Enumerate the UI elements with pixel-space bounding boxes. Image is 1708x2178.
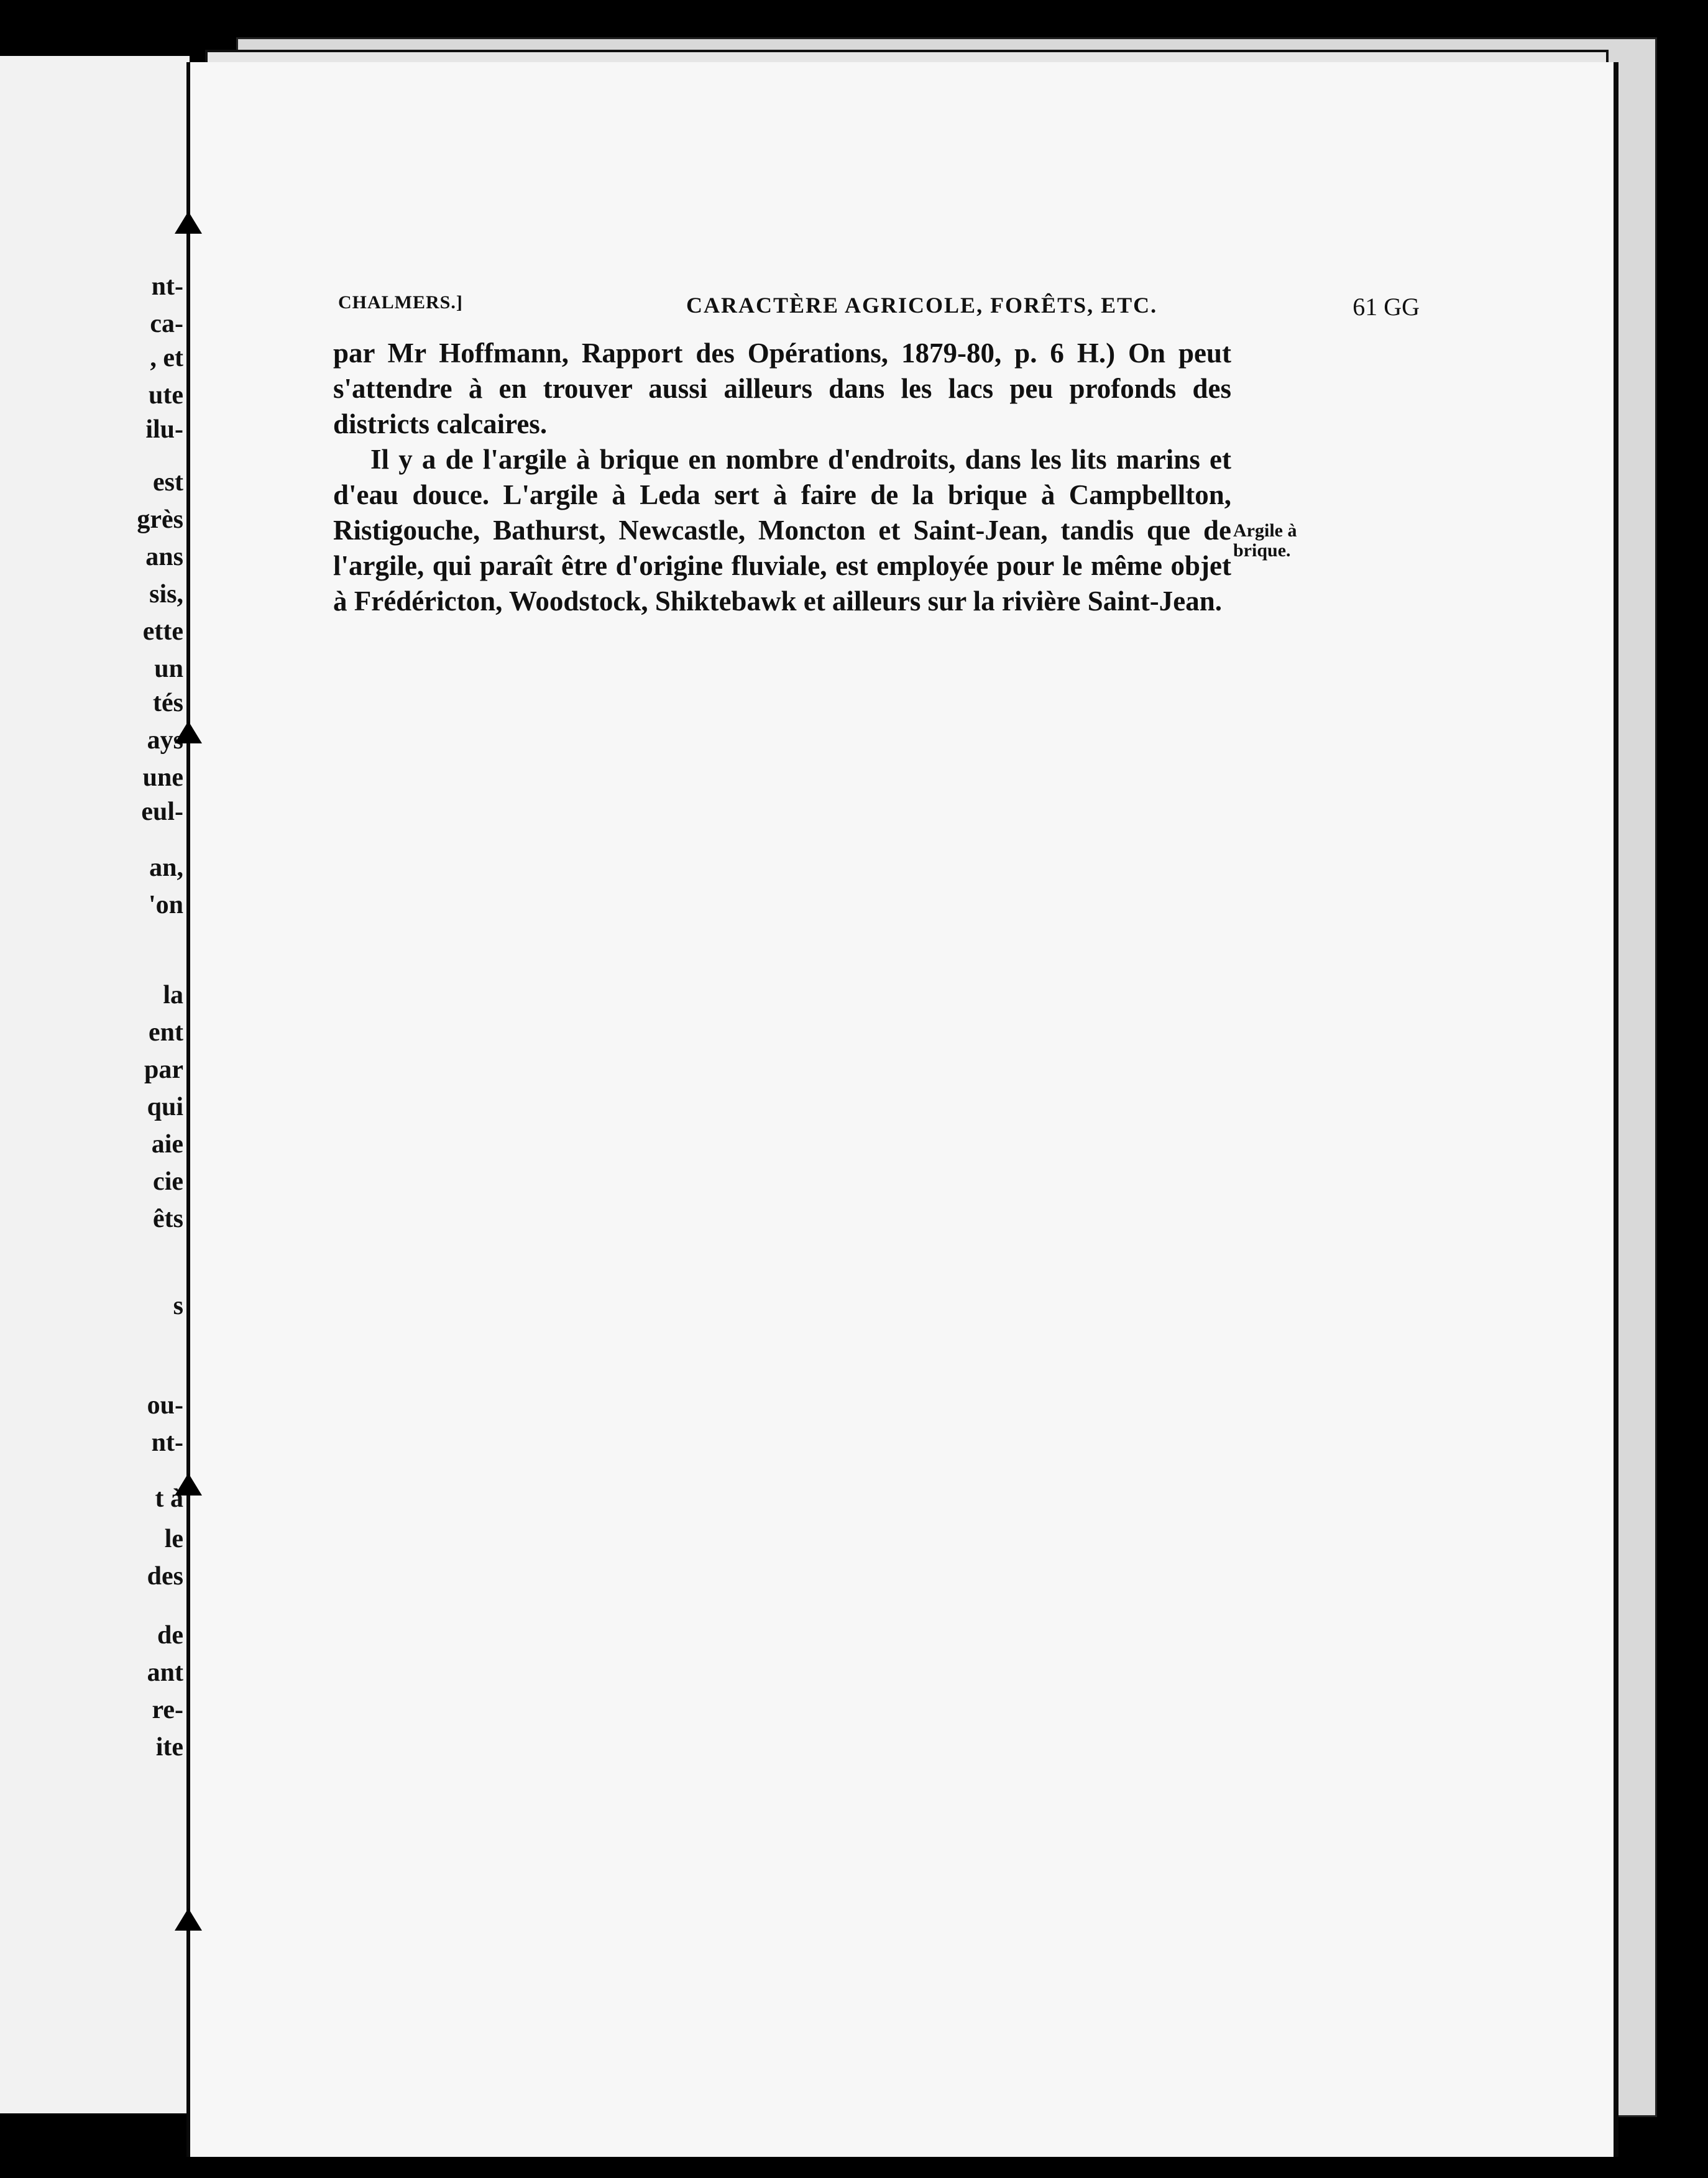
facing-page-fragment: ays	[147, 726, 183, 755]
margin-note	[1233, 521, 1297, 561]
facing-page-fragment: ite	[155, 1733, 183, 1762]
margin-note-line-2: brique.	[1233, 540, 1291, 561]
facing-page-fragment: la	[163, 981, 183, 1009]
facing-page-fragment: ent	[149, 1018, 183, 1047]
facing-page-fragment: qui	[147, 1093, 183, 1121]
margin-note-line-1: Argile à	[1233, 520, 1297, 541]
binding-mark-icon	[175, 211, 202, 234]
facing-page-fragment: sis,	[149, 580, 183, 609]
running-head-title: CARACTÈRE AGRICOLE, FORÊTS, ETC.	[686, 293, 1158, 318]
facing-page-fragment: est	[153, 468, 183, 497]
facing-page-fragment: s	[173, 1292, 183, 1320]
facing-page-fragment: aie	[151, 1130, 183, 1159]
facing-page-edge	[0, 56, 190, 2113]
body-text	[333, 336, 1231, 619]
facing-page-fragment: ant	[147, 1658, 183, 1687]
running-head-author: CHALMERS.]	[338, 292, 463, 313]
facing-page-fragment: un	[154, 655, 183, 683]
page-number: 61 GG	[1352, 293, 1420, 321]
facing-page-fragment: nt-	[151, 272, 183, 301]
facing-page-fragment: tés	[153, 689, 183, 717]
facing-page-fragment: des	[147, 1562, 183, 1591]
facing-page-fragment: ou-	[147, 1391, 183, 1420]
facing-page-fragment: ca-	[150, 310, 183, 338]
facing-page-fragment: 'on	[148, 891, 183, 919]
facing-page-fragment: le	[164, 1525, 183, 1553]
facing-page-fragment: an,	[149, 853, 183, 882]
facing-page-fragment: ilu-	[145, 415, 183, 444]
facing-page-fragment: eul-	[141, 797, 183, 826]
facing-page-fragment: êts	[153, 1205, 183, 1233]
binding-mark-icon	[175, 721, 202, 743]
paragraph-1: par Mr Hoffmann, Rapport des Opérations, 1879-80, p. 6 H.) On peut s'attendre à en trouver aussi ailleurs dans les lacs peu profonds des districts calcaires.	[333, 338, 1231, 439]
facing-page-fragment: ette	[142, 617, 183, 646]
binding-mark-icon	[175, 1473, 202, 1496]
facing-page-fragment: ans	[145, 543, 183, 571]
page	[186, 62, 1618, 2157]
facing-page-fragment: nt-	[151, 1428, 183, 1457]
facing-page-fragment: grès	[137, 505, 183, 534]
facing-page-fragment: t à	[155, 1484, 183, 1513]
running-head	[338, 292, 1420, 329]
facing-page-fragment: de	[157, 1621, 183, 1650]
binding-mark-icon	[175, 1908, 202, 1931]
facing-page-fragment: une	[142, 763, 183, 792]
facing-page-fragment: ute	[149, 381, 183, 410]
facing-page-fragment: par	[144, 1055, 183, 1084]
facing-page-fragment: cie	[153, 1167, 183, 1196]
facing-page-fragment: , et	[150, 344, 183, 372]
facing-page-fragment: re-	[152, 1696, 183, 1724]
paragraph-2: Il y a de l'argile à brique en nombre d'endroits, dans les lits marins et d'eau douce. L'argile à Leda sert à faire de la brique à Campbellton, Ristigouche, Bathurst, Newcastle, Moncton et Saint-Jean, tandis que de l'argile, qui paraît être d'origine fluviale, est employée pour le même objet à Frédéricton, Woodstock, Shiktebawk et ailleurs sur la rivière Saint-Jean.	[333, 444, 1231, 617]
